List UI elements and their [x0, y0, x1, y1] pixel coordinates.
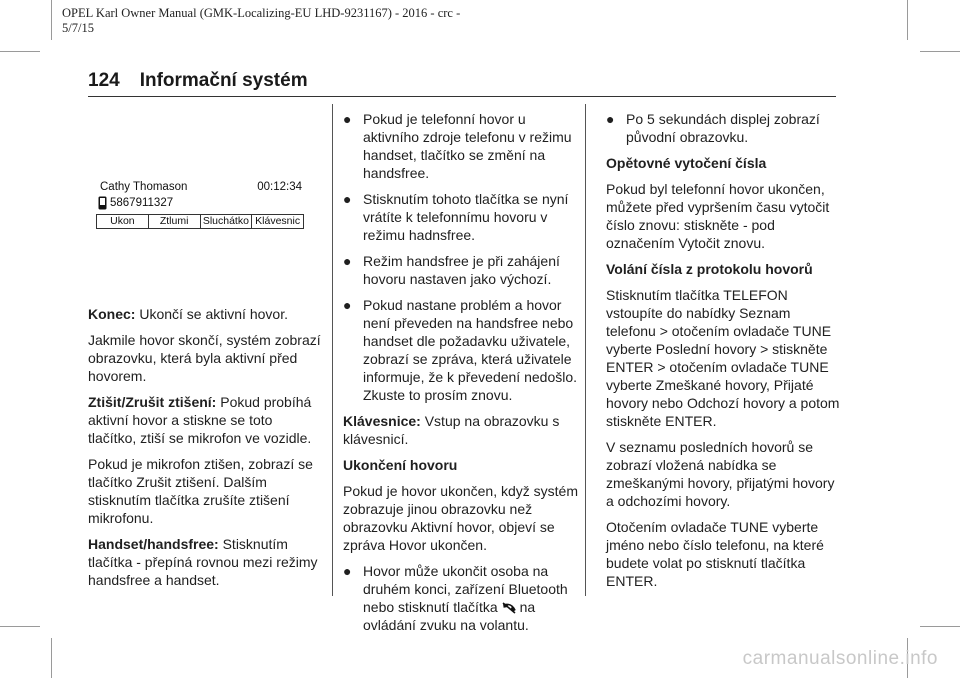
- list-item: ● Hovor může ukončit osoba na druhém konci, zařízení Bluetooth nebo stisknutí tlačítka na ovládání zvuku na volantu.: [343, 563, 568, 633]
- crop-mark: [0, 51, 40, 52]
- list-item: ● Stisknutím tohoto tlačítka se nyní vrátíte k telefonnímu hovoru v režimu hadnsfree.: [343, 191, 569, 243]
- crop-mark: [907, 0, 908, 40]
- call-log-paragraph-2: V seznamu posledních hovorů se zobrazí vložená nabídka se zmeškanými hovory, přijatými hovory a odchozími hovory.: [606, 439, 835, 509]
- list-item: ● Pokud je telefonní hovor u aktivního zdroje telefonu v režimu handset, tlačítko se změní na handsfree.: [343, 111, 572, 181]
- list-item: ● Režim handsfree je při zahájení hovoru nastaven jako výchozí.: [343, 253, 560, 287]
- redial-paragraph: Pokud byl telefonní hovor ukončen, můžete před vypršením času vytočit číslo znovu: stiskněte - pod označením Vytočit znovu.: [606, 181, 830, 251]
- mute-paragraph: Ztišit/Zrušit ztišení: Pokud probíhá aktivní hovor a stiskne se toto tlačítko, ztiší se mikrofon ve vozidle.: [88, 394, 312, 446]
- title-rule: [88, 96, 836, 97]
- column-divider: [585, 104, 586, 596]
- print-header-line1: OPEL Karl Owner Manual (GMK-Localizing-EU LHD-9231167) - 2016 - crc -: [62, 6, 461, 20]
- unmute-paragraph: Pokud je mikrofon ztišen, zobrazí se tlačítko Zrušit ztišení. Dalším stisknutím tlačítka zrušíte ztišení mikrofonu.: [88, 456, 313, 526]
- page-title: [88, 70, 308, 92]
- end-call-paragraph: Konec: Ukončí se aktivní hovor.: [88, 306, 288, 322]
- handset-paragraph: Handset/handsfree: Stisknutím tlačítka - přepíná rovnou mezi režimy handsfree a handset.: [88, 536, 318, 588]
- caller-number-row: [98, 196, 173, 210]
- crop-mark: [0, 626, 40, 627]
- end-call-heading: Ukončení hovoru: [343, 457, 458, 473]
- softkey-end[interactable]: Ukon: [97, 215, 149, 228]
- crop-mark: [51, 638, 52, 678]
- call-duration: 00:12:34: [257, 181, 302, 193]
- caller-name: Cathy Thomason: [100, 181, 188, 193]
- softkey-keypad[interactable]: Klávesnic: [255, 215, 301, 227]
- call-log-paragraph-3: Otočením ovladače TUNE vyberte jméno nebo číslo telefonu, na které budete volat po stisknutí tlačítka ENTER.: [606, 519, 824, 589]
- print-header: [62, 6, 522, 36]
- column-1: [88, 305, 324, 597]
- call-log-paragraph-1: Stisknutím tlačítka TELEFON vstoupíte do nabídky Seznam telefonu > otočením ovladače TUNE vyberte Poslední hovory > stiskněte ENTER > otočením ovladače TUNE vyberte Zmeškané hovory, Přijaté hovory nebo Odchozí hovory a potom stiskněte ENTER.: [606, 287, 840, 429]
- print-header-line2: 5/7/15: [62, 21, 94, 35]
- softkey-mute[interactable]: Ztlumi: [149, 215, 201, 228]
- column-divider: [332, 104, 333, 596]
- crop-mark: [920, 626, 960, 627]
- hang-up-icon: [500, 601, 518, 615]
- after-call-paragraph: Jakmile hovor skončí, systém zobrazí obrazovku, která byla aktivní před hovorem.: [88, 332, 321, 384]
- caller-number: 5867911327: [110, 197, 174, 209]
- call-log-heading: Volání čísla z protokolu hovorů: [606, 261, 813, 277]
- page-number: 124: [88, 70, 120, 91]
- list-item: ● Pokud nastane problém a hovor není převeden na handsfree nebo handset dle požadavku uživatele, zobrazí se zpráva, která uživatele informuje, že k převedení nedošlo. Zkuste to prosím znovu.: [343, 297, 578, 403]
- softkey-handset[interactable]: Sluchátko: [201, 215, 253, 228]
- mobile-phone-icon: [98, 196, 107, 210]
- list-item: ● Po 5 sekundách displej zobrazí původní obrazovku.: [606, 111, 820, 145]
- watermark: carmanualsonline.info: [742, 648, 938, 669]
- section-title: Informační systém: [139, 70, 308, 91]
- keypad-paragraph: Klávesnice: Vstup na obrazovku s klávesnicí.: [343, 413, 560, 447]
- softkey-bar: [96, 214, 304, 229]
- crop-mark: [920, 51, 960, 52]
- end-call-description: Pokud je hovor ukončen, když systém zobrazuje jinou obrazovku než obrazovku Aktivní hovor, objeví se zpráva Hovor ukončen.: [343, 483, 579, 553]
- crop-mark: [51, 0, 52, 40]
- column-2: [343, 110, 579, 642]
- phone-screen-illustration: [96, 181, 306, 231]
- column-3: [606, 110, 842, 598]
- redial-heading: Opětovné vytočení čísla: [606, 155, 767, 171]
